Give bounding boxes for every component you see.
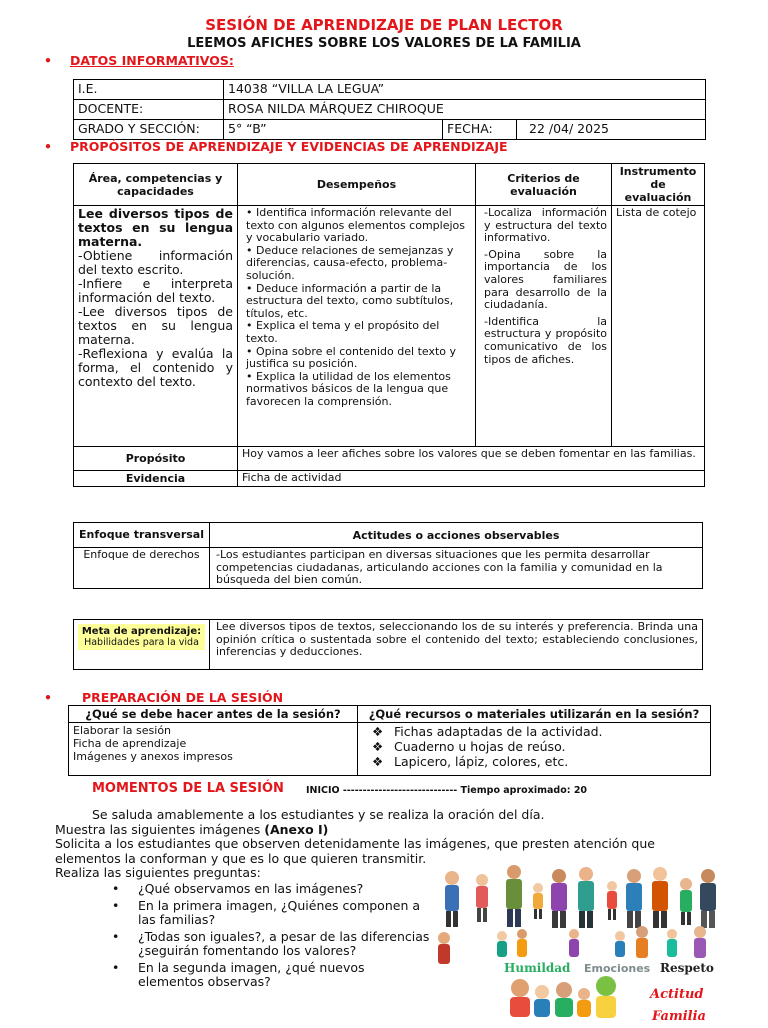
paragraph-preguntas-intro: Realiza las siguientes preguntas: — [55, 865, 261, 880]
proposito-label: Propósito — [74, 447, 238, 471]
col-recursos: ¿Qué recursos o materiales utilizarán en la sesión? — [358, 706, 711, 723]
meta-highlight — [78, 624, 205, 650]
instrumento-cell: Lista de cotejo — [612, 206, 705, 447]
ie-value: 14038 “VILLA LA LEGUA” — [224, 80, 706, 100]
desempeno-item: • Deduce relaciones de semejanzas y diferencias, causa-efecto, problema-solución. — [246, 243, 454, 282]
desempeno-item: • Deduce información a partir de la estructura del texto, como subtítulos, títulos, etc. — [246, 281, 454, 320]
antes-cell — [69, 723, 358, 776]
capacidad-item: -Lee diversos tipos de textos en su lengua materna. — [78, 304, 233, 347]
section-datos-heading: • DATOS INFORMATIVOS: — [44, 53, 234, 68]
meta-label-cell — [74, 620, 210, 670]
paragraph-saludo: Se saluda amablemente a los estudiantes y se realiza la oración del día. — [92, 807, 545, 822]
poster-word-emociones: Emociones — [584, 962, 651, 975]
preparacion-table — [68, 705, 711, 776]
capacidad-item: -Reflexiona y evalúa la forma, el contenido y contexto del texto. — [78, 346, 233, 389]
col-instrumento: Instrumento de evaluación — [612, 164, 705, 206]
desempeno-item: • Identifica información relevante del texto con algunos elementos complejos y vocabulario variado. — [246, 206, 465, 245]
family-figures-top — [445, 865, 716, 928]
evidencia-value: Ficha de actividad — [238, 471, 705, 487]
inicio-line: INICIO ----------------------------- Tiempo aproximado: 20 — [306, 785, 588, 796]
pregunta-item: • En la primera imagen, ¿Quiénes componen a las familias? — [112, 897, 420, 927]
col-criterios: Criterios de evaluación — [476, 164, 612, 206]
preguntas-list — [112, 882, 432, 992]
section-propositos-heading: • PROPÓSITOS DE APRENDIZAJE Y EVIDENCIAS DE APRENDIZAJE — [44, 139, 508, 154]
competencia-text: Lee diversos tipos de textos en su lengua materna. — [78, 206, 233, 249]
paragraph-muestra: Muestra las siguientes imágenes (Anexo I) — [55, 822, 329, 837]
col-area: Área, competencias y capacidades — [74, 164, 238, 206]
meta-value: Lee diversos tipos de textos, seleccionando los de su interés y preferencia. Brinda una opinión crítica o sustentada sobre el contenido del texto; estableciendo conclusiones, inferencias y deducciones. — [210, 620, 703, 670]
poster-word-familia: Familia — [652, 1009, 706, 1024]
evidencia-label: Evidencia — [74, 471, 238, 487]
poster-word-respeto: Respeto — [660, 961, 714, 975]
col-desempenos: Desempeños — [238, 164, 476, 206]
capacidad-item: -Infiere e interpreta información del texto. — [78, 276, 233, 305]
criterio-item: -Opina sobre la importancia de los valores familiares para desarrollo de la ciudadanía. — [484, 247, 607, 312]
recurso-item: ❖ Cuaderno u hojas de reúso. — [372, 739, 566, 754]
page-title: SESIÓN DE APRENDIZAJE DE PLAN LECTOR — [205, 16, 563, 34]
meta-sublabel: Habilidades para la vida — [84, 637, 199, 648]
grado-label: GRADO Y SECCIÓN: — [74, 120, 224, 140]
criterios-cell — [476, 206, 612, 447]
col-enfoque: Enfoque transversal — [74, 523, 210, 548]
criterio-item: -Localiza información y estructura del texto informativo. — [484, 206, 607, 245]
recursos-cell — [358, 723, 711, 776]
family-figures-bottom — [510, 976, 616, 1018]
desempeno-item: • Opina sobre el contenido del texto y justifica su posición. — [246, 344, 457, 371]
momentos-heading: MOMENTOS DE LA SESIÓN — [92, 781, 284, 796]
antes-item: Ficha de aprendizaje — [73, 737, 187, 750]
docente-label: DOCENTE: — [74, 100, 224, 120]
fecha-label: FECHA: — [443, 120, 517, 140]
family-illustration — [434, 862, 720, 1024]
proposito-value: Hoy vamos a leer afiches sobre los valores que se deben fomentar en las familias. — [238, 447, 705, 471]
competencias-cell — [74, 206, 238, 447]
enfoque-table — [73, 522, 703, 589]
family-illustration-svg — [434, 862, 720, 1024]
meta-table — [73, 619, 703, 670]
capacidad-item: -Obtiene información del texto escrito. — [78, 248, 233, 277]
col-antes: ¿Qué se debe hacer antes de la sesión? — [69, 706, 358, 723]
paragraph-solicita: Solicita a los estudiantes que observen detenidamente las imágenes, que presten atención que elementos la conforman y que es lo que quieren transmitir. — [55, 836, 655, 866]
enfoque-derechos-label: Enfoque de derechos — [74, 548, 210, 589]
desempenos-cell — [238, 206, 476, 447]
page-subtitle: LEEMOS AFICHES SOBRE LOS VALORES DE LA FAMILIA — [187, 36, 581, 51]
criterio-item: -Identifica la estructura y propósito comunicativo de los tipos de afiches. — [484, 314, 607, 366]
ie-label: I.E. — [74, 80, 224, 100]
poster-word-humildad: Humildad — [504, 961, 571, 975]
desempeno-item: • Explica la utilidad de los elementos normativos básicos de la lengua que favorecen la comprensión. — [246, 369, 451, 408]
recurso-item: ❖ Fichas adaptadas de la actividad. — [372, 724, 603, 739]
meta-label: Meta de aprendizaje: — [81, 626, 202, 637]
desempeno-item: • Explica el tema y el propósito del texto. — [246, 319, 440, 345]
col-actitudes: Actitudes o acciones observables — [210, 523, 703, 548]
pregunta-item: • ¿Qué observamos en las imágenes? — [112, 882, 364, 896]
antes-item: Elaborar la sesión — [73, 724, 172, 737]
pregunta-item: • ¿Todas son iguales?, a pesar de las diferencias ¿seguirán fomentando los valores? — [112, 928, 430, 958]
section-preparacion-heading: • PREPARACIÓN DE LA SESIÓN — [44, 690, 284, 705]
propositos-table — [73, 163, 705, 487]
docente-value: ROSA NILDA MÁRQUEZ CHIROQUE — [224, 100, 706, 120]
recurso-item: ❖ Lapicero, lápiz, colores, etc. — [372, 754, 569, 769]
pregunta-item: • En la segunda imagen, ¿qué nuevos elementos observas? — [112, 959, 365, 989]
antes-item: Imágenes y anexos impresos — [73, 750, 233, 763]
family-figures-middle — [438, 926, 706, 964]
poster-word-actitud: Actitud — [650, 987, 704, 1002]
enfoque-derechos-value: -Los estudiantes participan en diversas situaciones que les permita desarrollar competencias ciudadanas, articulando acciones con la familia y comunidad en la búsqueda del bien común. — [210, 548, 703, 589]
datos-table — [73, 79, 706, 140]
grado-value: 5° “B” — [224, 120, 443, 140]
fecha-value: 22 /04/ 2025 — [517, 120, 706, 140]
